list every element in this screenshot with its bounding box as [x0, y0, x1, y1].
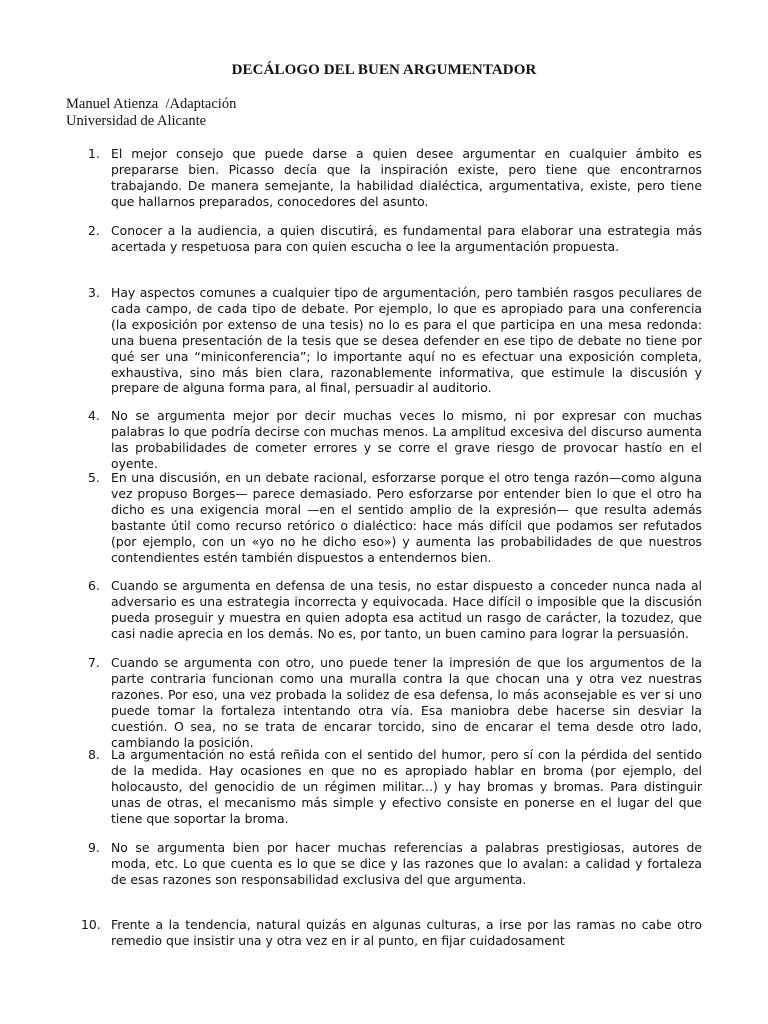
author-line: Manuel Atienza /Adaptación: [66, 96, 237, 112]
item-text: Frente a la tendencia, natural quizás en algunas culturas, a irse por las ramas no cabe otro remedio que insistir una y otra vez en ir al punto, en fijar cuidadosament: [111, 917, 702, 948]
list-item: [81, 917, 702, 949]
affiliation-line: Universidad de Alicante: [66, 113, 207, 129]
item-text: Cuando se argumenta en defensa de una tesis, no estar dispuesto a conceder nunca nada al adversario es una estrategia incorrecta y equivocada. Hace difícil o imposible que la discusión pueda proseguir y muestra en quien adopta esa actitud un rasgo de carácter, la tozudez, que casi nadie aprecia en los demás. No es, por tanto, un buen camino para lograr la persuasión.: [111, 578, 702, 641]
item-text: En una discusión, en un debate racional, esforzarse porque el otro tenga razón—como alguna vez propuso Borges— parece demasiado. Pero esforzarse por entender bien lo que el otro ha dicho es una exigencia moral —en el sentido amplio de la expresión— que resulta además bastante útil como recurso retórico o dialéctico: hace más difícil que podamos ser refutados (por ejemplo, con un «yo no he dicho eso») y aumenta las probabilidades de que nuestros contendientes estén también dispuestos a entendernos bien.: [111, 470, 702, 565]
list-item: [88, 578, 702, 642]
item-number: 8.: [88, 747, 100, 762]
item-text: Cuando se argumenta con otro, uno puede tener la impresión de que los argumentos de la parte contraria funcionan como una muralla contra la que chocan una y otra vez nuestras razones. Por eso, una vez probada la solidez de esa defensa, lo más aconsejable es ver si uno puede tomar la fortaleza intentando otra vía. Esa maniobra debe hacerse sin desviar la cuestión. O sea, no se trata de encarar torcido, sino de encarar el tema desde otro lado, cambiando la posición.: [111, 655, 702, 750]
list-item: [88, 285, 702, 396]
item-text: La argumentación no está reñida con el sentido del humor, pero sí con la pérdida del sentido de la medida. Hay ocasiones en que no es apropiado hablar en broma (por ejemplo, del holocausto, del genocidio de un régimen militar...) y hay bromas y bromas. Para distinguir unas de otras, el mecanismo más simple y efectivo consiste en ponerse en el lugar del que tiene que soportar la broma.: [111, 747, 702, 826]
item-text: No se argumenta bien por hacer muchas referencias a palabras prestigiosas, autores de moda, etc. Lo que cuenta es lo que se dice y las razones que lo avalan: a calidad y fortaleza de esas razones son responsabilidad exclusiva del que argumenta.: [111, 840, 702, 887]
list-item: [88, 470, 702, 565]
list-item: [88, 747, 702, 827]
author-block: [66, 96, 236, 130]
item-text: No se argumenta mejor por decir muchas veces lo mismo, ni por expresar con muchas palabras lo que podría decirse con muchas menos. La amplitud excesiva del discurso aumenta las probabilidades de cometer errores y se corre el grave riesgo de provocar hastío en el oyente.: [111, 408, 702, 471]
list-item: [88, 655, 702, 750]
item-number: 6.: [88, 578, 100, 593]
item-number: 7.: [88, 655, 100, 670]
list-item: [88, 223, 702, 255]
item-number: 2.: [88, 223, 100, 238]
list-item: [88, 840, 702, 888]
item-number: 10.: [81, 917, 101, 932]
document-title: DECÁLOGO DEL BUEN ARGUMENTADOR: [231, 62, 537, 78]
item-number: 3.: [88, 285, 100, 300]
list-item: [88, 146, 702, 210]
list-item: [88, 408, 702, 472]
item-number: 4.: [88, 408, 100, 423]
item-number: 1.: [88, 146, 100, 161]
item-number: 5.: [88, 470, 100, 485]
item-text: Conocer a la audiencia, a quien discutirá, es fundamental para elaborar una estrategia más acertada y respetuosa para con quien escucha o lee la argumentación propuesta.: [111, 223, 702, 254]
item-text: El mejor consejo que puede darse a quien desee argumentar en cualquier ámbito es prepararse bien. Picasso decía que la inspiración existe, pero tiene que encontrarnos trabajando. De manera semejante, la habilidad dialéctica, argumentativa, existe, pero tiene que hallarnos preparados, conocedores del asunto.: [111, 146, 702, 209]
item-number: 9.: [88, 840, 100, 855]
item-text: Hay aspectos comunes a cualquier tipo de argumentación, pero también rasgos peculiares de cada campo, de cada tipo de debate. Por ejemplo, lo que es apropiado para una conferencia (la exposición por extenso de una tesis) no lo es para el que participa en una mesa redonda: una buena presentación de la tesis que se desea defender en ese tipo de debate no tiene por qué ser una “miniconferencia”; lo importante aquí no es efectuar una exposición completa, exhaustiva, sino más bien clara, razonablemente informativa, que estimule la discusión y prepare de alguna forma para, al final, persuadir al auditorio.: [111, 285, 702, 396]
